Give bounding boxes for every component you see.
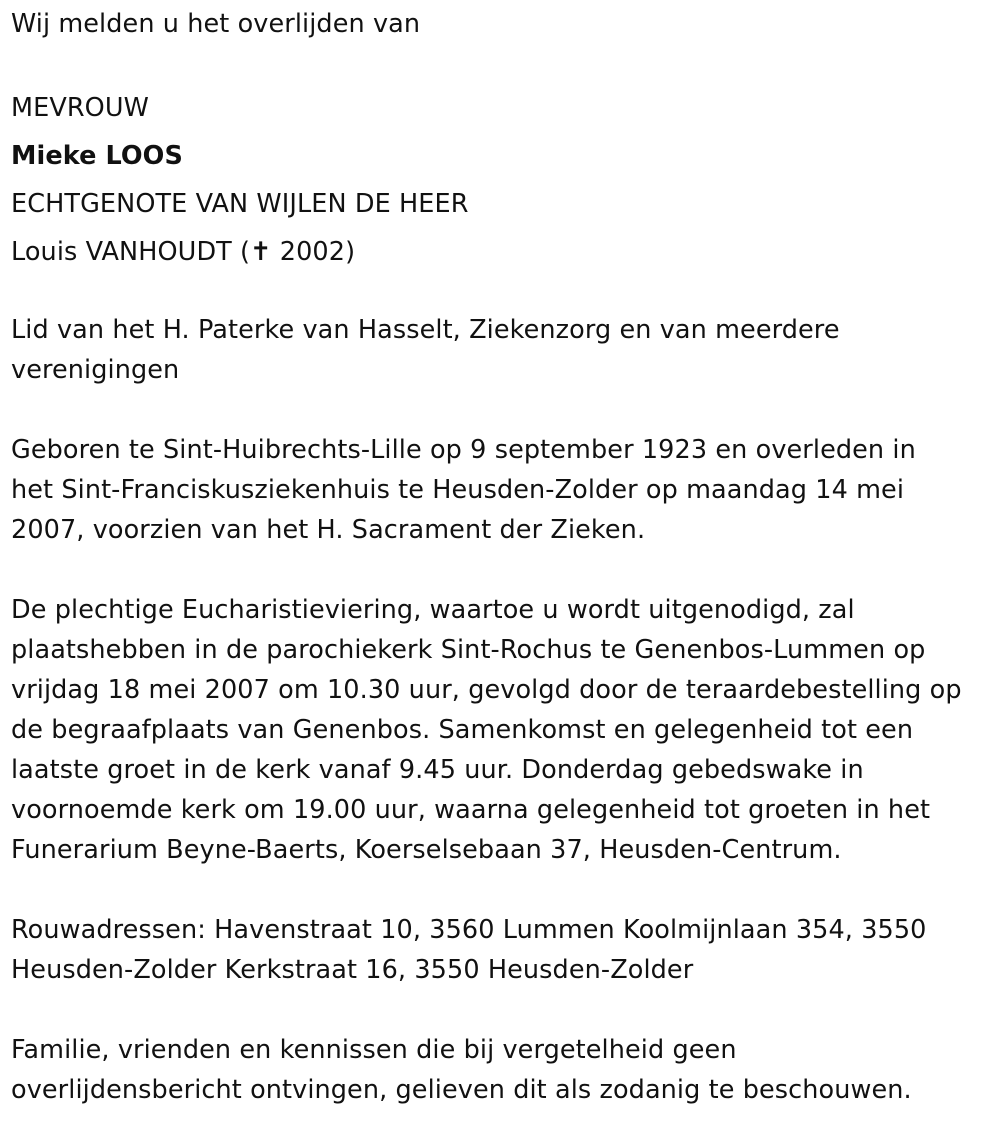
ceremony-line: laatste groet in de kerk vanaf 9.45 uur. Donderdag gebedswake in [11, 755, 864, 785]
spacer [11, 870, 991, 910]
spacer [11, 390, 991, 430]
spacer [11, 550, 991, 590]
death-notice [11, 4, 991, 1110]
spacer [11, 44, 991, 84]
deceased-title: MEVROUW [11, 93, 149, 123]
birth-death-paragraph [11, 430, 991, 550]
closing-paragraph [11, 1030, 991, 1110]
intro-text: Wij melden u het overlijden van [11, 9, 421, 39]
addresses-paragraph [11, 910, 991, 990]
membership-line: verenigingen [11, 355, 180, 385]
ceremony-paragraph [11, 590, 991, 870]
ceremony-line: Funerarium Beyne-Baerts, Koerselsebaan 37, Heusden-Centrum. [11, 835, 842, 865]
birth-death-line: het Sint-Franciskusziekenhuis te Heusden-Zolder op maandag 14 mei [11, 475, 905, 505]
ceremony-line: de begraafplaats van Genenbos. Samenkomst en gelegenheid tot een [11, 715, 914, 745]
addresses-line: Rouwadressen: Havenstraat 10, 3560 Lummen Koolmijnlaan 354, 3550 [11, 915, 927, 945]
membership-line: Lid van het H. Paterke van Hasselt, Ziekenzorg en van meerdere [11, 315, 840, 345]
ceremony-line: plaatshebben in de parochiekerk Sint-Rochus te Genenbos-Lummen op [11, 635, 926, 665]
closing-line: Familie, vrienden en kennissen die bij vergetelheid geen [11, 1035, 737, 1065]
closing-line: overlijdensbericht ontvingen, gelieven dit als zodanig te beschouwen. [11, 1075, 912, 1105]
ceremony-line: De plechtige Eucharistieviering, waartoe u wordt uitgenodigd, zal [11, 595, 855, 625]
spacer [11, 990, 991, 1030]
membership-paragraph [11, 310, 991, 390]
spacer [11, 276, 991, 310]
birth-death-line: Geboren te Sint-Huibrechts-Lille op 9 september 1923 en overleden in [11, 435, 916, 465]
addresses-line: Heusden-Zolder Kerkstraat 16, 3550 Heusden-Zolder [11, 955, 694, 985]
ceremony-line: voornoemde kerk om 19.00 uur, waarna gelegenheid tot groeten in het [11, 795, 931, 825]
deceased-relation: ECHTGENOTE VAN WIJLEN DE HEER [11, 189, 469, 219]
ceremony-line: vrijdag 18 mei 2007 om 10.30 uur, gevolgd door de teraardebestelling op [11, 675, 962, 705]
deceased-name: Mieke LOOS [11, 141, 183, 171]
spouse-name: Louis VANHOUDT (✝ 2002) [11, 237, 356, 267]
birth-death-line: 2007, voorzien van het H. Sacrament der Zieken. [11, 515, 646, 545]
